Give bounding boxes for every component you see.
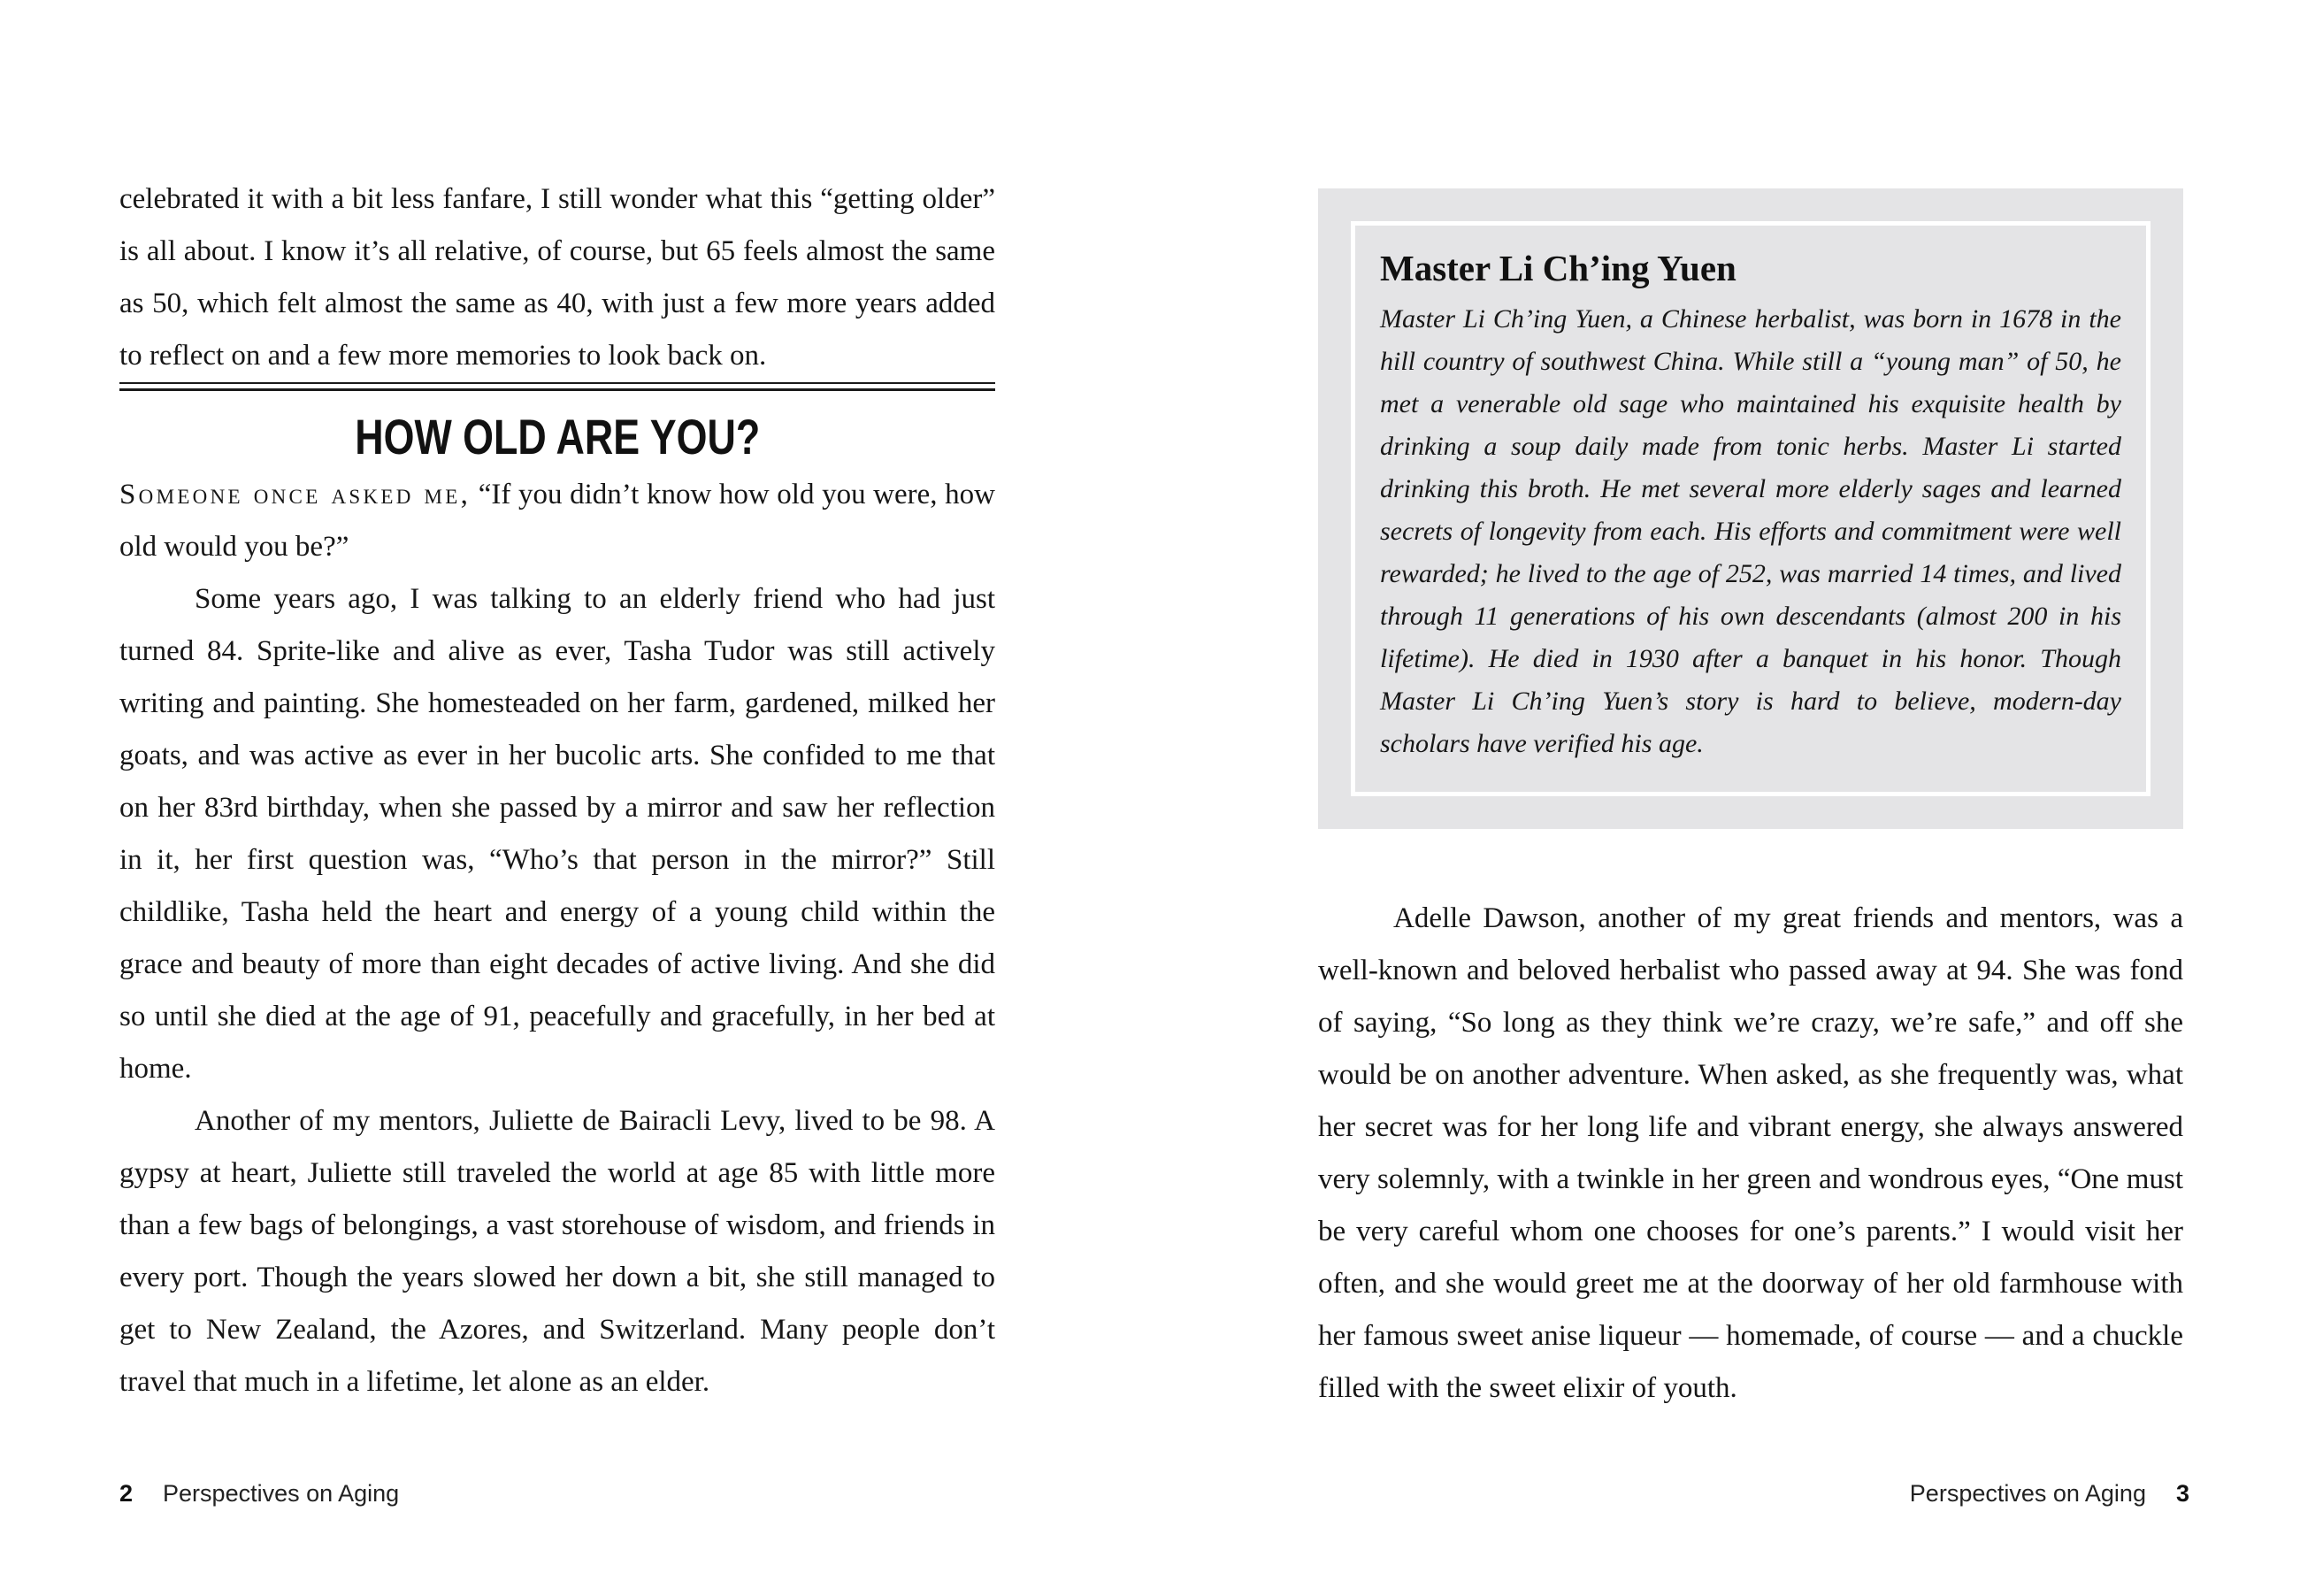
section-divider-rule	[119, 382, 995, 391]
sidebar-frame	[1351, 221, 2150, 796]
sidebar-title: Master Li Ch’ing Yuen	[1380, 248, 1736, 288]
sidebar-body: Master Li Ch’ing Yuen, a Chinese herbalist, was born in 1678 in the hill country of southwest China. While still a “young man” of 50, he met a venerable old sage who maintained his exquisite health by drinking a soup daily made from tonic herbs. Master Li started drinking this broth. He met several more elderly sages and learned secrets of longevity from each. His efforts and commitment were well rewarded; he lived to the age of 252, was married 14 times, and lived through 11 generations of his own descendants (almost 200 in his lifetime). He died in 1930 after a banquet in his honor. Though Master Li Ch’ing Yuen’s story is hard to believe, modern-day scholars have verified his age.	[1380, 304, 2121, 758]
footer-left	[119, 1479, 399, 1508]
section-heading-wrap	[119, 411, 995, 464]
footer-right	[1910, 1479, 2189, 1508]
smallcaps-lead: Someone once asked me,	[119, 479, 472, 510]
page-number-left: 2	[119, 1480, 134, 1507]
opener-rest: “If you didn’t know how old you were, how old would you be?”	[119, 479, 995, 563]
sidebar-box	[1318, 188, 2183, 829]
intro-paragraph: celebrated it with a bit less fanfare, I still wonder what this “getting older” is all about. I know it’s all relative, of course, but 65 feels almost the same as 50, which felt almost the same as 40, with just a few more years added to reflect on and a few more memories to look back on.	[119, 183, 995, 372]
section-heading: HOW OLD ARE YOU?	[355, 409, 760, 464]
body-paragraph-tasha: Some years ago, I was talking to an elderly friend who had just turned 84. Sprite-like and alive as ever, Tasha Tudor was still actively writing and painting. She homesteaded on her farm, gardened, milked her goats, and was active as ever in her bucolic arts. She confided to me that on her 83rd birthday, when she passed by a mirror and saw her reflection in it, her first question was, “Who’s that person in the mirror?” Still childlike, Tasha held the heart and energy of a young child within the grace and beauty of more than eight decades of active living. And she did so until she died at the age of 91, peacefully and gracefully, in her bed at home.	[119, 583, 995, 1085]
right-page-column	[1318, 188, 2183, 1415]
page-number-right: 3	[2175, 1480, 2189, 1507]
running-title-right: Perspectives on Aging	[1909, 1480, 2146, 1507]
left-page-column	[119, 173, 995, 1408]
running-title-left: Perspectives on Aging	[163, 1480, 400, 1507]
sidebar-inner	[1355, 226, 2146, 792]
body-paragraph-adelle: Adelle Dawson, another of my great friends and mentors, was a well-known and beloved herbalist who passed away at 94. She was fond of saying, “So long as they think we’re crazy, we’re safe,” and off she would be on another adventure. When asked, as she frequently was, what her secret was for her long life and vibrant energy, she always answered very solemnly, with a twinkle in her green and wondrous eyes, “One must be very careful whom one chooses for one’s parents.” I would visit her often, and she would greet me at the doorway of her old farmhouse with her famous sweet anise liqueur — homemade, of course — and a chuckle filled with the sweet elixir of youth.	[1318, 902, 2183, 1404]
opener-paragraph	[119, 469, 995, 573]
body-paragraph-juliette: Another of my mentors, Juliette de Bairacli Levy, lived to be 98. A gypsy at heart, Juliette still traveled the world at age 85 with little more than a few bags of belongings, a vast storehouse of wisdom, and friends in every port. Though the years slowed her down a bit, she still managed to get to New Zealand, the Azores, and Switzerland. Many people don’t travel that much in a lifetime, let alone as an elder.	[119, 1105, 995, 1398]
